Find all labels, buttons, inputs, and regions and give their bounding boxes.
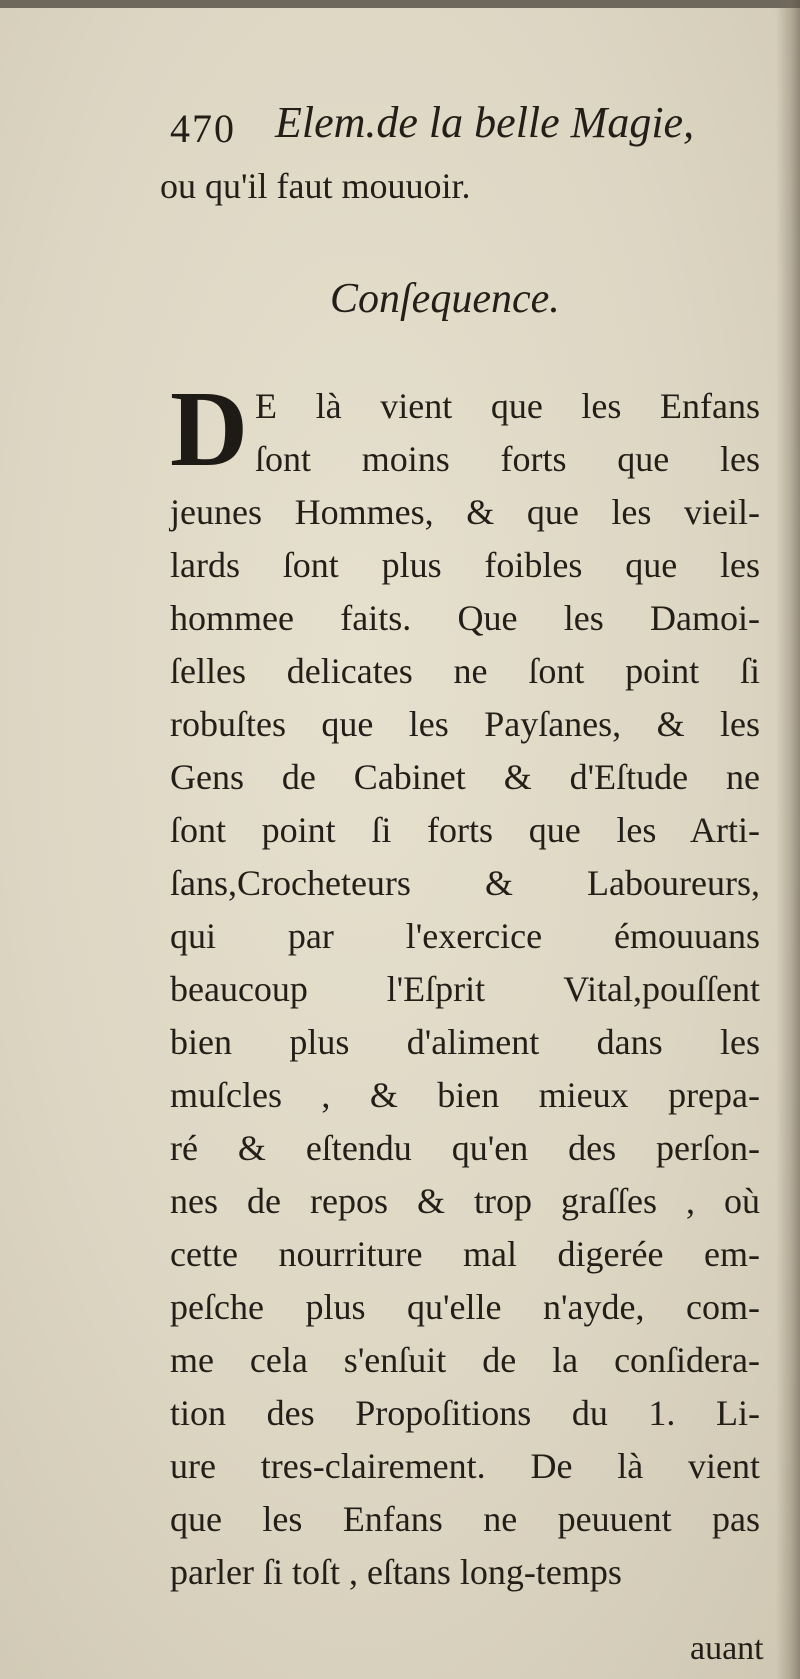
- text-line: ré & eſtendu qu'en des perſon-: [170, 1128, 760, 1168]
- page-top-edge: [0, 0, 800, 8]
- text-line: cette nourriture mal digerée em-: [170, 1234, 760, 1274]
- text-line: peſche plus qu'elle n'ayde, com-: [170, 1287, 760, 1327]
- text-line: qui par l'exercice émouuans: [170, 916, 760, 956]
- text-line: ſans,Crocheteurs & Laboureurs,: [170, 863, 760, 903]
- drop-cap: D: [170, 370, 248, 489]
- section-heading: Conſequence.: [330, 276, 560, 322]
- text-line: E là vient que les Enfans: [255, 386, 760, 426]
- header-catchline: ou qu'il faut mouuoir.: [160, 166, 471, 206]
- text-line: parler ſi toſt , eſtans long-temps: [170, 1552, 622, 1592]
- text-line: robuſtes que les Payſanes, & les: [170, 704, 760, 744]
- body-text: [170, 370, 760, 1599]
- text-line: hommee faits. Que les Damoi-: [170, 598, 760, 638]
- catchword: auant: [690, 1630, 764, 1667]
- page-number: 470: [170, 106, 236, 151]
- text-line: que les Enfans ne peuuent pas: [170, 1499, 760, 1539]
- text-line: nes de repos & trop graſſes , où: [170, 1181, 760, 1221]
- page-gutter-shadow: [776, 0, 800, 1679]
- text-line: ſont moins forts que les: [255, 439, 760, 479]
- text-line: ure tres-clairement. De là vient: [170, 1446, 760, 1486]
- text-line: muſcles , & bien mieux prepa-: [170, 1075, 760, 1115]
- text-line: me cela s'enſuit de la conſidera-: [170, 1340, 760, 1380]
- text-line: tion des Propoſitions du 1. Li-: [170, 1393, 760, 1433]
- text-line: lards ſont plus foibles que les: [170, 545, 760, 585]
- text-line: Gens de Cabinet & d'Eſtude ne: [170, 757, 760, 797]
- page-header: [160, 98, 770, 215]
- text-line: ſont point ſi forts que les Arti-: [170, 810, 760, 850]
- running-title: Elem.de la belle Magie,: [275, 98, 695, 147]
- text-line: ſelles delicates ne ſont point ſi: [170, 651, 760, 691]
- text-line: bien plus d'aliment dans les: [170, 1022, 760, 1062]
- text-line: jeunes Hommes, & que les vieil-: [170, 492, 760, 532]
- text-line: beaucoup l'Eſprit Vital,pouſſent: [170, 969, 760, 1009]
